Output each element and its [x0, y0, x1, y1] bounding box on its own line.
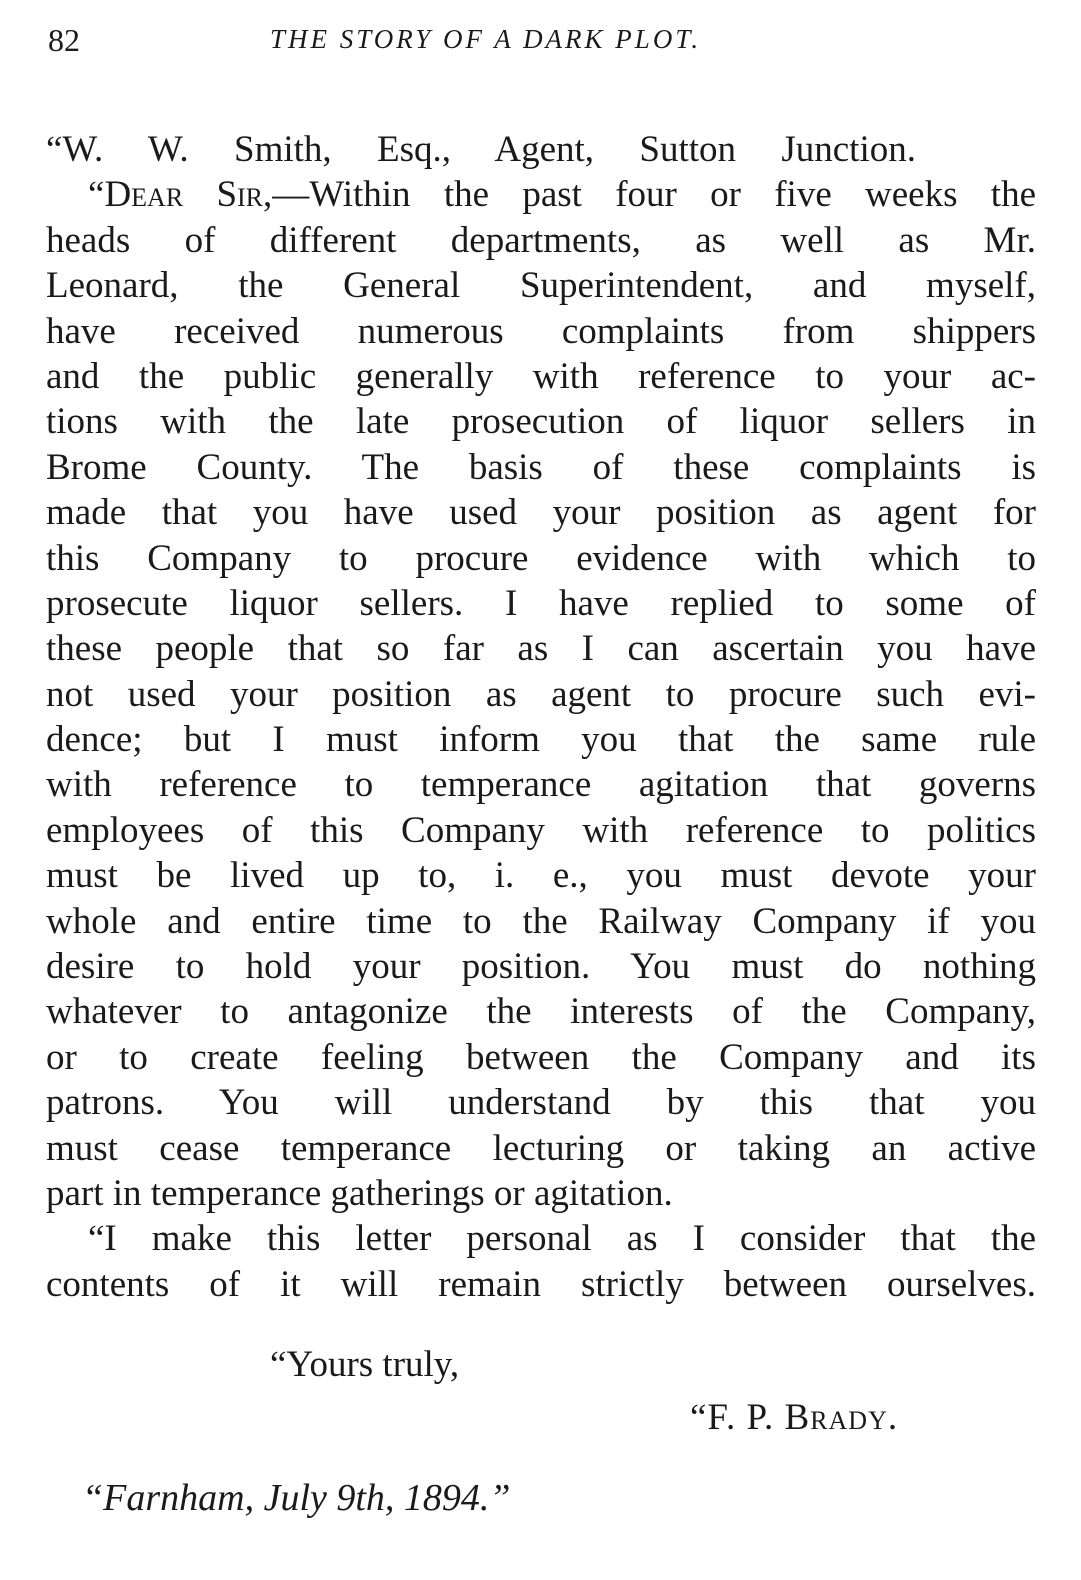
letter-closing: “Yours truly,	[270, 1344, 460, 1385]
text-line: not used your position as agent to procure such evi-	[46, 673, 1036, 715]
letter-signature: “F. P. Brady.	[690, 1397, 899, 1438]
text-line: Brome County. The basis of these complaints is	[46, 446, 1036, 488]
letter-body	[46, 127, 1036, 1307]
running-title: THE STORY OF A DARK PLOT.	[270, 24, 702, 54]
text-line: these people that so far as I can ascertain you have	[46, 628, 1036, 670]
text-line: “Dear Sir,—Within the past four or five weeks the	[88, 174, 1036, 216]
text-line: must be lived up to, i. e., you must devote your	[46, 855, 1036, 897]
text-line: contents of it will remain strictly between ourselves.	[46, 1263, 1036, 1305]
text-line: must cease temperance lecturing or taking an active	[46, 1127, 1036, 1169]
text-line: or to create feeling between the Company and its	[46, 1036, 1036, 1078]
text-line: whatever to antagonize the interests of the Company,	[46, 991, 1036, 1033]
text-line: heads of different departments, as well as Mr.	[46, 219, 1036, 261]
text-line: “W. W. Smith, Esq., Agent, Sutton Junction.	[46, 129, 916, 170]
text-line: “I make this letter personal as I consider that the	[88, 1218, 1036, 1260]
text-line: employees of this Company with reference to politics	[46, 809, 1036, 851]
text-line: and the public generally with reference to your ac-	[46, 355, 1036, 397]
letter-dateline: “Farnham, July 9th, 1894.”	[82, 1477, 511, 1519]
text-line: desire to hold your position. You must do nothing	[46, 946, 1036, 988]
page-number: 82	[48, 22, 80, 58]
text-line: tions with the late prosecution of liquor sellers in	[46, 401, 1036, 443]
text-line: patrons. You will understand by this that you	[46, 1082, 1036, 1124]
text-line: with reference to temperance agitation that governs	[46, 764, 1036, 806]
text-line: part in temperance gatherings or agitation.	[46, 1172, 673, 1214]
text-line: dence; but I must inform you that the same rule	[46, 719, 1036, 761]
running-header	[0, 22, 1081, 66]
text-line: whole and entire time to the Railway Company if you	[46, 900, 1036, 942]
text-line: Leonard, the General Superintendent, and myself,	[46, 265, 1036, 307]
text-line: made that you have used your position as agent for	[46, 492, 1036, 534]
text-line: have received numerous complaints from shippers	[46, 310, 1036, 352]
salutation: Dear Sir	[104, 174, 264, 216]
text-line: this Company to procure evidence with which to	[46, 537, 1036, 579]
text-line: prosecute liquor sellers. I have replied to some of	[46, 582, 1036, 624]
